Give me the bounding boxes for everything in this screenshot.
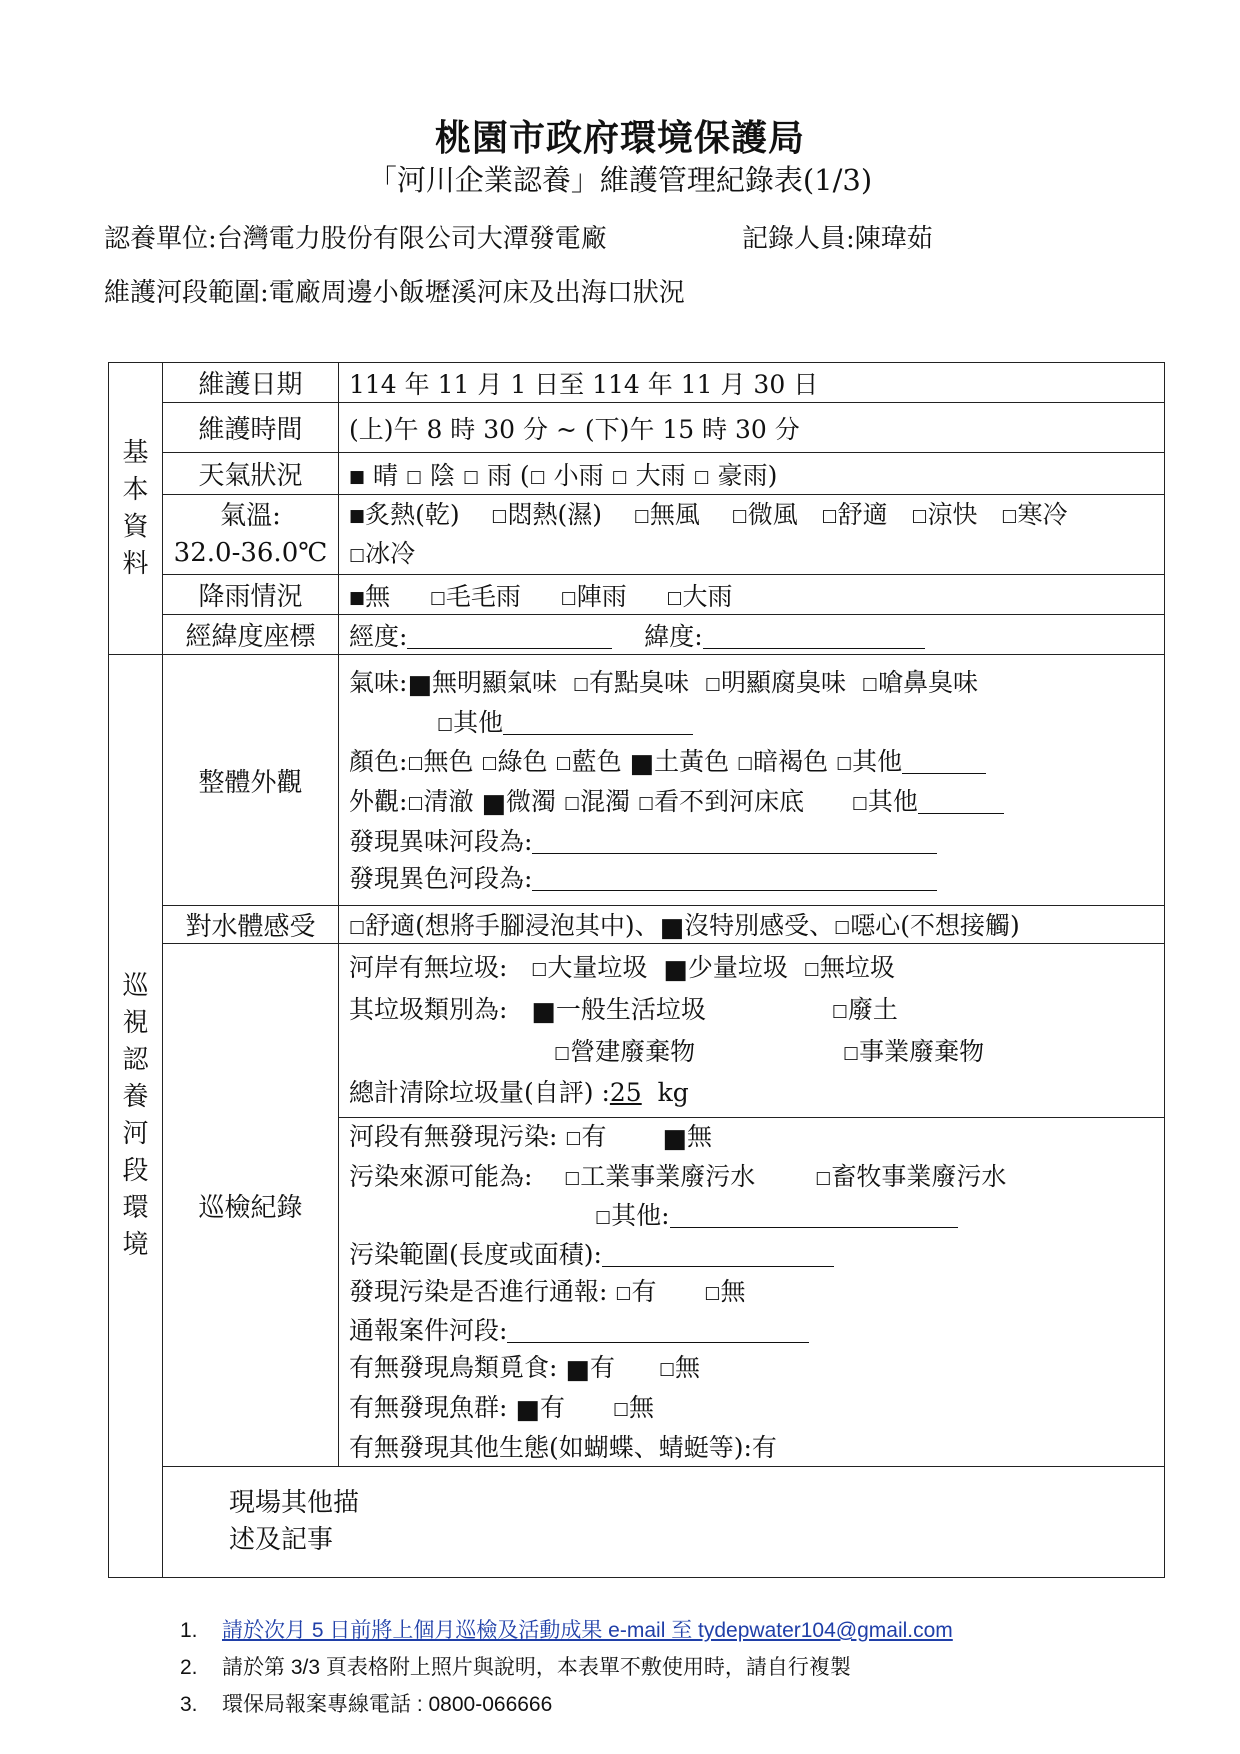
- longitude-field[interactable]: [407, 620, 612, 649]
- section-basic-info: 基 本 資 料: [109, 363, 163, 655]
- label-appearance: 整體外觀: [163, 655, 339, 906]
- label-other-notes: 現場其他描 述及記事: [163, 1467, 1165, 1578]
- odd-smell-section-field[interactable]: [532, 825, 937, 854]
- color-other-checkbox[interactable]: □: [836, 752, 853, 773]
- source-livestock-checkbox[interactable]: □: [815, 1168, 832, 1188]
- feeling-disgust-checkbox[interactable]: □: [834, 917, 851, 937]
- weather-lightrain-checkbox[interactable]: □: [529, 466, 546, 487]
- row-date: [109, 363, 1165, 403]
- page-subtitle: 「河川企業認養」維護管理紀錄表(1/3): [367, 163, 873, 197]
- coords-fields: 經度: 緯度:: [339, 615, 1165, 655]
- odor-other-field[interactable]: [503, 706, 693, 735]
- row-time: [109, 403, 1165, 453]
- rain-none-checkbox[interactable]: ■: [349, 587, 366, 608]
- temperature-options[interactable]: ■炙熱(乾) □悶熱(濕) □無風 □微風 □舒適 □涼快 □寒冷 □冰冷: [339, 495, 1165, 575]
- feeling-nothing-checkbox[interactable]: ■: [659, 913, 685, 943]
- feeling-options: □舒適(想將手腳浸泡其中)、■沒特別感受、□噁心(不想接觸): [339, 906, 1165, 944]
- temp-hot-dry-checkbox[interactable]: ■: [349, 505, 366, 526]
- temp-cool-checkbox[interactable]: □: [911, 505, 928, 526]
- odor-obvious-checkbox[interactable]: □: [704, 673, 721, 694]
- value-time: (上)午 8 時 30 分 ~ (下)午 15 時 30 分: [339, 403, 1165, 453]
- odd-color-section-field[interactable]: [532, 862, 937, 891]
- section-range: 維護河段範圍:電廠周邊小飯壢溪河床及出海口狀況: [104, 278, 685, 308]
- look-clear-checkbox[interactable]: □: [407, 792, 424, 813]
- pollution-no-checkbox[interactable]: ■: [662, 1124, 687, 1154]
- look-slightly-turbid-checkbox[interactable]: ■: [481, 788, 507, 819]
- garbage-large-checkbox[interactable]: □: [531, 959, 548, 979]
- garbage-industrial-checkbox[interactable]: □: [843, 1043, 860, 1063]
- look-other-field[interactable]: [918, 785, 1004, 814]
- odor-slight-checkbox[interactable]: □: [572, 673, 589, 694]
- report-yes-checkbox[interactable]: □: [615, 1283, 632, 1303]
- source-other-checkbox[interactable]: □: [595, 1207, 612, 1227]
- weather-heavyrain-checkbox[interactable]: □: [611, 466, 628, 487]
- pollution-yes-checkbox[interactable]: □: [565, 1128, 582, 1148]
- temp-cold-checkbox[interactable]: □: [1001, 505, 1018, 526]
- weather-sunny-checkbox[interactable]: ■: [349, 466, 366, 487]
- fish-no-checkbox[interactable]: □: [612, 1399, 629, 1419]
- bird-no-checkbox[interactable]: □: [658, 1359, 675, 1379]
- garbage-total-value[interactable]: 25: [609, 1078, 642, 1107]
- weather-rain-checkbox[interactable]: □: [462, 466, 479, 487]
- row-appearance: [109, 655, 1165, 906]
- label-weather: 天氣狀況: [163, 453, 339, 495]
- weather-cloudy-checkbox[interactable]: □: [405, 466, 423, 487]
- temp-no-wind-checkbox[interactable]: □: [633, 505, 650, 526]
- rain-options[interactable]: ■無 □毛毛雨 □陣雨 □大雨: [339, 575, 1165, 615]
- color-dark-brown-checkbox[interactable]: □: [737, 752, 754, 773]
- note-2: 2. 請於第 3/3 頁表格附上照片與說明，本表單不敷使用時，請自行複製: [180, 1656, 851, 1679]
- row-temperature: [109, 495, 1165, 575]
- temp-freezing-checkbox[interactable]: □: [349, 544, 366, 565]
- temp-hot-humid-checkbox[interactable]: □: [491, 505, 508, 526]
- label-rain: 降雨情況: [163, 575, 339, 615]
- label-date: 維護日期: [163, 363, 339, 403]
- temp-comfortable-checkbox[interactable]: □: [821, 505, 838, 526]
- rain-shower-checkbox[interactable]: □: [560, 587, 577, 608]
- report-no-checkbox[interactable]: □: [704, 1283, 721, 1303]
- row-feeling: [109, 906, 1165, 944]
- source-industrial-checkbox[interactable]: □: [564, 1168, 581, 1188]
- weather-options[interactable]: ■ 晴 □ 陰 □ 雨 (□ 小雨 □ 大雨 □ 豪雨): [339, 453, 1165, 495]
- row-coords: [109, 615, 1165, 655]
- other-ecology: 有無發現其他生態(如蝴蝶、蜻蜓等):有: [349, 1433, 777, 1462]
- rain-drizzle-checkbox[interactable]: □: [429, 587, 446, 608]
- label-inspection: 巡檢紀錄: [163, 944, 339, 1467]
- footer-notes: [180, 1612, 953, 1723]
- bird-yes-checkbox[interactable]: ■: [565, 1355, 590, 1385]
- row-other-notes: [109, 1467, 1165, 1578]
- label-temperature: 氣溫: 32.0-36.0℃: [163, 495, 339, 575]
- note-email-link[interactable]: 請於次月 5 日前將上個月巡檢及活動成果 e-mail 至 tydepwater104@gmail.com: [222, 1619, 953, 1642]
- report-section-field[interactable]: [507, 1314, 809, 1343]
- rain-heavy-checkbox[interactable]: □: [666, 587, 683, 608]
- note-3: 3. 環保局報案專線電話 : 0800-066666: [180, 1693, 553, 1716]
- row-rain: [109, 575, 1165, 615]
- label-feeling: 對水體感受: [163, 906, 339, 944]
- garbage-none-checkbox[interactable]: □: [803, 959, 820, 979]
- source-other-field[interactable]: [670, 1199, 958, 1228]
- garbage-household-checkbox[interactable]: ■: [531, 997, 556, 1027]
- look-turbid-checkbox[interactable]: □: [564, 792, 581, 813]
- color-blue-checkbox[interactable]: □: [555, 752, 572, 773]
- fish-yes-checkbox[interactable]: ■: [515, 1395, 540, 1425]
- temperature-range: 32.0-36.0℃: [173, 537, 328, 568]
- recorder: 記錄人員:陳瑋茹: [742, 224, 933, 254]
- note-1[interactable]: 1. 請於次月 5 日前將上個月巡檢及活動成果 e-mail 至 tydepwater104@gmail.com: [180, 1619, 953, 1642]
- weather-torrential-checkbox[interactable]: □: [693, 466, 710, 487]
- page-title: 桃園市政府環境保護局: [434, 117, 805, 159]
- adopter-unit: 認養單位:台灣電力股份有限公司大潭發電廠: [104, 224, 607, 254]
- appearance-options: 氣味:■無明顯氣味 □有點臭味 □明顯腐臭味 □嗆鼻臭味 □其他 顏色:□無色 □綠色 □藍色 ■土黃色 □暗褐色 □其他 外觀:□清澈 ■微濁 □混濁 □看不到河床底 □其他 發現異味河段為: 發現異色河段為:: [339, 655, 1165, 906]
- color-none-checkbox[interactable]: □: [407, 752, 424, 773]
- garbage-options: 河岸有無垃圾: □大量垃圾 ■少量垃圾 □無垃圾 其垃圾類別為: ■一般生活垃圾 □廢土 □營建廢棄物 □事業廢棄物 總計清除垃圾量(自評) :25 kg: [339, 944, 1165, 1118]
- record-table: [108, 362, 1165, 1578]
- garbage-construction-checkbox[interactable]: □: [554, 1043, 571, 1063]
- look-other-checkbox[interactable]: □: [851, 792, 868, 813]
- label-coords: 經緯度座標: [163, 615, 339, 655]
- garbage-soil-checkbox[interactable]: □: [831, 1001, 848, 1021]
- odor-none-checkbox[interactable]: ■: [407, 669, 433, 700]
- feeling-comfortable-checkbox[interactable]: □: [349, 917, 366, 937]
- color-earth-yellow-checkbox[interactable]: ■: [629, 748, 655, 779]
- inspection-options: 河段有無發現污染: □有 ■無 污染來源可能為: □工業事業廢污水 □畜牧事業廢污水 □其他: 污染範圍(長度或面積): 發現污染是否進行通報: □有 □無 通報案件河段: 有無發現鳥類覓食: ■有 □無 有無發現魚群: ■有 □無 有無發現其他生態(如蝴蝶、蜻蜓等):有: [339, 1118, 1165, 1467]
- value-date: 114 年 11 月 1 日至 114 年 11 月 30 日: [339, 363, 1165, 403]
- temp-breeze-checkbox[interactable]: □: [731, 505, 748, 526]
- latitude-field[interactable]: [703, 620, 925, 649]
- look-no-bed-checkbox[interactable]: □: [638, 792, 655, 813]
- row-weather: [109, 453, 1165, 495]
- color-green-checkbox[interactable]: □: [481, 752, 498, 773]
- section-patrol: 巡 視 認 養 河 段 環 境: [109, 655, 163, 1578]
- odor-pungent-checkbox[interactable]: □: [861, 673, 878, 694]
- pollution-extent-field[interactable]: [602, 1238, 834, 1267]
- garbage-small-checkbox[interactable]: ■: [663, 955, 688, 985]
- odor-other-checkbox[interactable]: □: [437, 713, 454, 734]
- row-garbage: [109, 944, 1165, 1118]
- color-other-field[interactable]: [902, 745, 986, 774]
- label-time: 維護時間: [163, 403, 339, 453]
